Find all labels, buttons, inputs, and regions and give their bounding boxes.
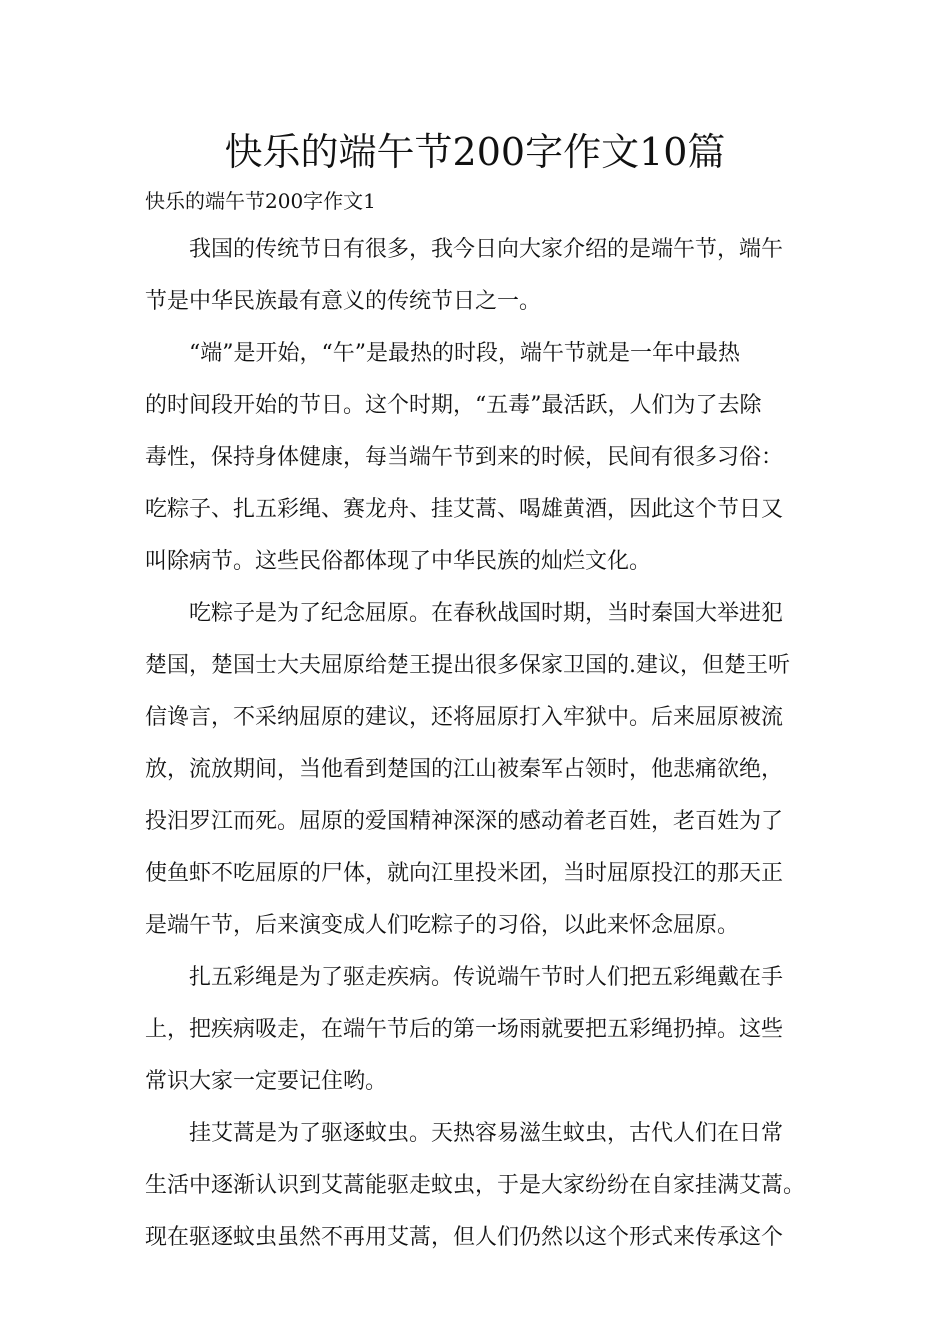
text-line: 是端午节，后来演变成人们吃粽子的习俗，以此来怀念屈原。 xyxy=(145,913,740,938)
text-line: 的时间段开始的节日。这个时期，“五毒”最活跃，人们为了去除 xyxy=(145,393,762,418)
essay-body xyxy=(145,232,805,1272)
text-line: 节是中华民族最有意义的传统节日之一。 xyxy=(145,289,542,314)
paragraph xyxy=(145,960,805,1101)
paragraph xyxy=(145,596,805,945)
text-line: 扎五彩绳是为了驱走疾病。传说端午节时人们把五彩绳戴在手 xyxy=(189,965,784,990)
text-line: 生活中逐渐认识到艾蒿能驱走蚊虫，于是大家纷纷在自家挂满艾蒿。 xyxy=(145,1173,806,1198)
text-line: 挂艾蒿是为了驱逐蚊虫。天热容易滋生蚊虫，古代人们在日常 xyxy=(189,1121,784,1146)
text-line: 投汨罗江而死。屈原的爱国精神深深的感动着老百姓，老百姓为了 xyxy=(145,809,784,834)
paragraph xyxy=(145,1116,805,1257)
text-line: 毒性，保持身体健康，每当端午节到来的时候，民间有很多习俗： xyxy=(145,445,784,470)
text-line: 现在驱逐蚊虫虽然不再用艾蒿，但人们仍然以这个形式来传承这个 xyxy=(145,1225,784,1250)
text-line: 吃粽子是为了纪念屈原。在春秋战国时期，当时秦国大举进犯 xyxy=(189,601,784,626)
paragraph xyxy=(145,232,805,321)
text-line: 信谗言，不采纳屈原的建议，还将屈原打入牢狱中。后来屈原被流 xyxy=(145,705,784,730)
document-title: 快乐的端午节200字作文10篇 xyxy=(224,130,726,174)
text-line: 我国的传统节日有很多，我今日向大家介绍的是端午节，端午 xyxy=(189,237,784,262)
text-line: 放，流放期间，当他看到楚国的江山被秦军占领时，他悲痛欲绝， xyxy=(145,757,784,782)
text-line: 叫除病节。这些民俗都体现了中华民族的灿烂文化。 xyxy=(145,549,652,574)
text-line: “端”是开始，“午”是最热的时段，端午节就是一年中最热 xyxy=(189,341,740,366)
paragraph xyxy=(145,336,805,581)
text-line: 常识大家一定要记住哟。 xyxy=(145,1069,388,1094)
text-line: 吃粽子、扎五彩绳、赛龙舟、挂艾蒿、喝雄黄酒，因此这个节日又 xyxy=(145,497,784,522)
essay-subtitle: 快乐的端午节200字作文1 xyxy=(145,189,376,213)
text-line: 上，把疾病吸走，在端午节后的第一场雨就要把五彩绳扔掉。这些 xyxy=(145,1017,784,1042)
text-line: 使鱼虾不吃屈原的尸体，就向江里投米团，当时屈原投江的那天正 xyxy=(145,861,784,886)
text-line: 楚国，楚国士大夫屈原给楚王提出很多保家卫国的.建议，但楚王听 xyxy=(145,653,790,678)
